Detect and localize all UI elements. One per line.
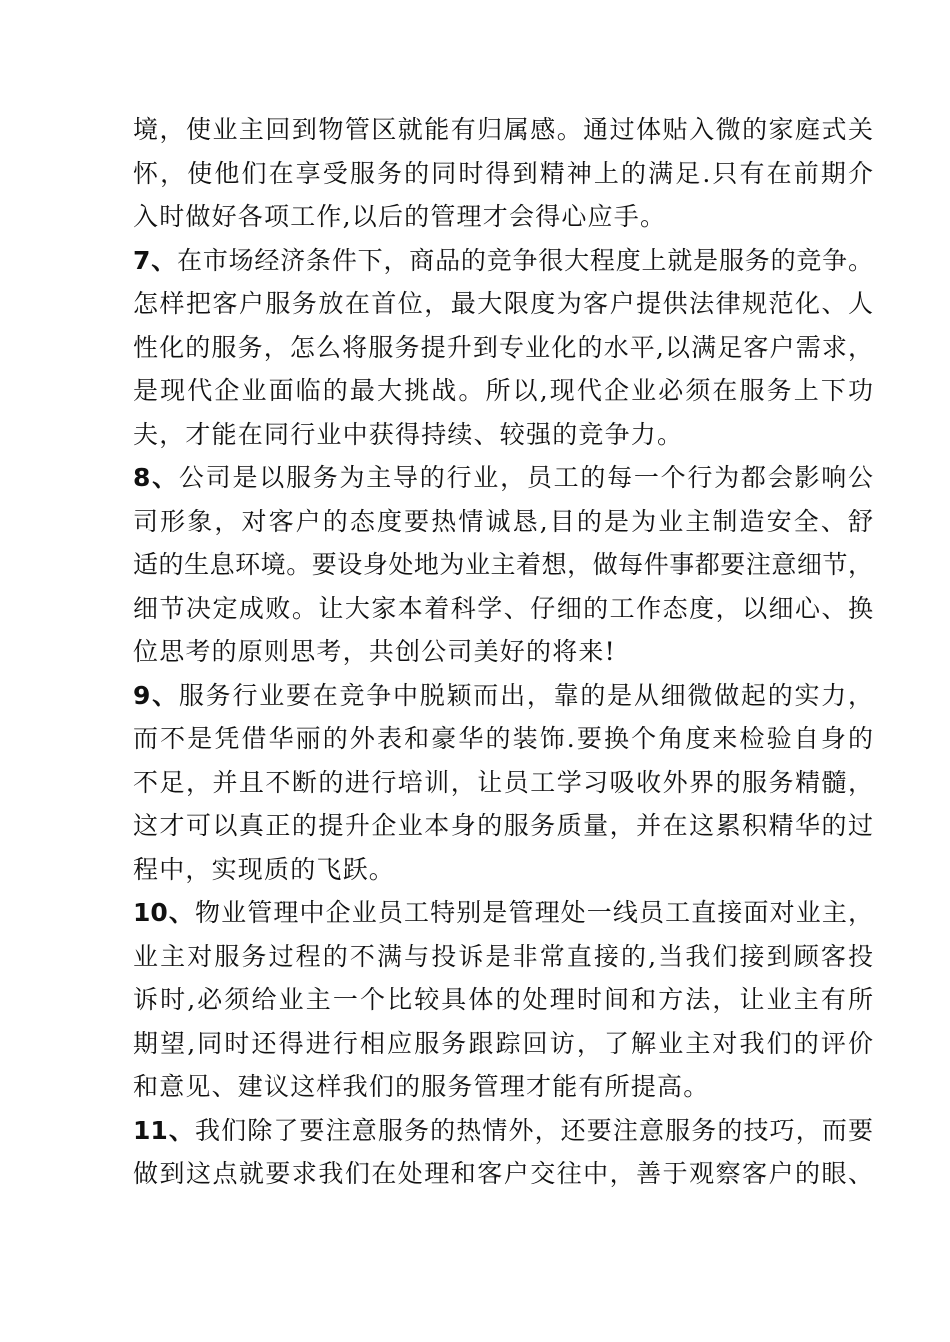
- item-number: 7、: [133, 245, 178, 275]
- line-text: 位思考的原则思考，共创公司美好的将来!: [133, 637, 616, 666]
- text-line: [133, 1022, 873, 1066]
- text-line: [133, 1065, 873, 1109]
- item-number: 10、: [133, 898, 196, 927]
- line-text: 和意见、建议这样我们的服务管理才能有所提高。: [133, 1072, 710, 1101]
- line-text: 是现代企业面临的最大挑战。所以,现代企业必须在服务上下功: [133, 376, 873, 405]
- text-line: [133, 1152, 873, 1196]
- item-number: 9、: [133, 680, 179, 710]
- item-number: 11、: [133, 1115, 196, 1145]
- line-text: 做到这点就要求我们在处理和客户交往中，善于观察客户的眼、: [133, 1159, 873, 1188]
- text-line: [133, 717, 873, 761]
- text-line: [133, 413, 873, 457]
- document-body: [133, 108, 873, 1196]
- text-line: [133, 978, 873, 1022]
- text-line: [133, 587, 873, 631]
- line-text: 在市场经济条件下，商品的竞争很大程度上就是服务的竞争。: [177, 245, 873, 275]
- line-text: 公司是以服务为主导的行业，员工的每一个行为都会影响公: [178, 463, 873, 492]
- text-line: [133, 239, 873, 283]
- text-line: [133, 848, 873, 892]
- line-text: 细节决定成败。让大家本着科学、仔细的工作态度，以细心、换: [133, 593, 873, 623]
- text-line: [133, 456, 873, 500]
- line-text: 业主对服务过程的不满与投诉是非常直接的,当我们接到顾客投: [133, 941, 873, 971]
- line-text: 诉时,必须给业主一个比较具体的处理时间和方法，让业主有所: [133, 985, 873, 1014]
- line-text: 怀，使他们在享受服务的同时得到精神上的满足.只有在前期介: [133, 158, 873, 188]
- line-text: 不足，并且不断的进行培训，让员工学习吸收外界的服务精髓，: [133, 767, 873, 797]
- line-text: 入时做好各项工作,以后的管理才会得心应手。: [133, 202, 667, 231]
- line-text: 期望,同时还得进行相应服务跟踪回访，了解业主对我们的评价: [133, 1028, 873, 1058]
- line-text: 境，使业主回到物管区就能有归属感。通过体贴入微的家庭式关: [133, 115, 873, 144]
- text-line: [133, 935, 873, 979]
- line-text: 夫，才能在同行业中获得持续、较强的竞争力。: [133, 419, 684, 449]
- text-line: [133, 674, 873, 718]
- line-text: 司形象，对客户的态度要热情诚恳,目的是为业主制造安全、舒: [133, 506, 873, 536]
- line-text: 物业管理中企业员工特别是管理处一线员工直接面对业主，: [195, 898, 873, 927]
- text-line: [133, 804, 873, 848]
- line-text: 这才可以真正的提升企业本身的服务质量，并在这累积精华的过: [133, 811, 873, 840]
- text-line: [133, 152, 873, 196]
- text-line: [133, 195, 873, 239]
- text-line: [133, 369, 873, 413]
- line-text: 适的生息环境。要设身处地为业主着想，做每件事都要注意细节，: [133, 550, 873, 579]
- line-text: 程中，实现质的飞跃。: [133, 854, 396, 884]
- text-line: [133, 282, 873, 326]
- text-line: [133, 543, 873, 587]
- text-line: [133, 326, 873, 370]
- text-line: [133, 891, 873, 935]
- line-text: 我们除了要注意服务的热情外，还要注意服务的技巧，而要: [195, 1115, 873, 1145]
- text-line: [133, 500, 873, 544]
- line-text: 服务行业要在竞争中脱颖而出，靠的是从细微做起的实力，: [178, 680, 873, 710]
- line-text: 而不是凭借华丽的外表和豪华的装饰.要换个角度来检验自身的: [133, 724, 873, 753]
- text-line: [133, 630, 873, 674]
- text-line: [133, 761, 873, 805]
- text-line: [133, 108, 873, 152]
- item-number: 8、: [133, 463, 179, 492]
- text-line: [133, 1109, 873, 1153]
- line-text: 怎样把客户服务放在首位，最大限度为客户提供法律规范化、人: [133, 289, 873, 318]
- line-text: 性化的服务，怎么将服务提升到专业化的水平,以满足客户需求，: [133, 332, 873, 362]
